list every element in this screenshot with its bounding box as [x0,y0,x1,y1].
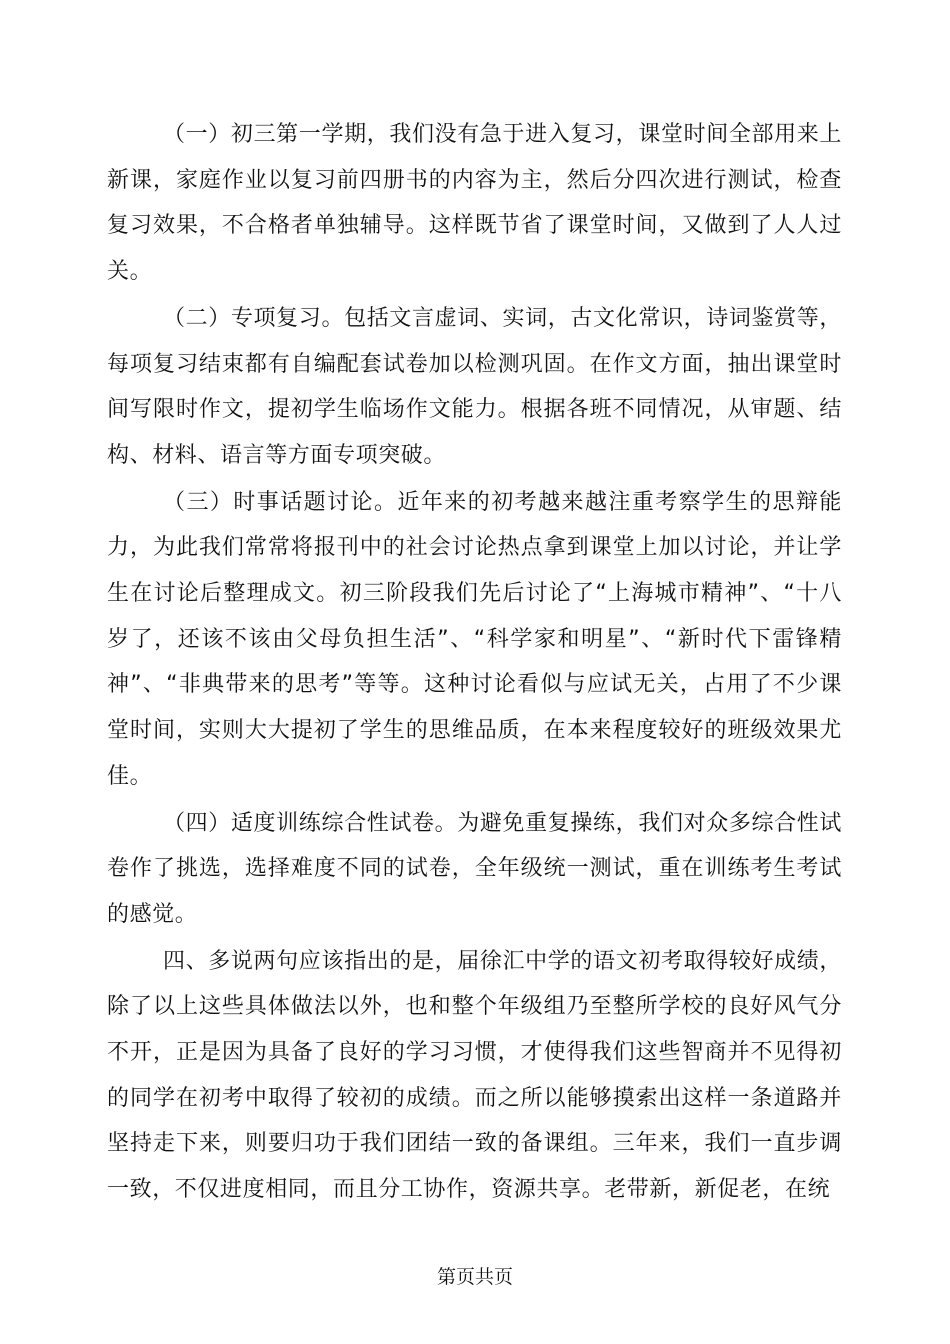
document-body [107,112,842,1214]
paragraph-3: （三）时事话题讨论。近年来的初考越来越注重考察学生的思辩能力，为此我们常常将报刊中的社会讨论热点拿到课堂上加以讨论，并让学生在讨论后整理成文。初三阶段我们先后讨论了“上海城市精神”、“十八岁了，还该不该由父母负担生活”、“科学家和明星”、“新时代下雷锋精神”、“非典带来的思考”等等。这种讨论看似与应试无关，占用了不少课堂时间，实则大大提初了学生的思维品质，在本来程度较好的班级效果尤佳。 [107,489,842,789]
page-footer: 第页共页 [436,1266,513,1288]
paragraph-4: （四）适度训练综合性试卷。为避免重复操练，我们对众多综合性试卷作了挑选，选择难度不同的试卷，全年级统一测试，重在训练考生考试的感觉。 [107,810,842,927]
paragraph-2: （二）专项复习。包括文言虚词、实词，古文化常识，诗词鉴赏等，每项复习结束都有自编配套试卷加以检测巩固。在作文方面，抽出课堂时间写限时作文，提初学生临场作文能力。根据各班不同情况，从审题、结构、材料、语言等方面专项突破。 [107,305,842,468]
paragraph-1: （一）初三第一学期，我们没有急于进入复习，课堂时间全部用来上新课，家庭作业以复习前四册书的内容为主，然后分四次进行测试，检查复习效果，不合格者单独辅导。这样既节省了课堂时间，又做到了人人过关。 [107,122,842,285]
paragraph-5: 四、多说两句应该指出的是，届徐汇中学的语文初考取得较好成绩，除了以上这些具体做法以外，也和整个年级组乃至整所学校的良好风气分不开，正是因为具备了良好的学习习惯，才使得我们这些智商并不见得初的同学在初考中取得了较初的成绩。而之所以能够摸索出这样一条道路并坚持走下来，则要归功于我们团结一致的备课组。三年来，我们一直步调一致，不仅进度相同，而且分工协作，资源共享。老带新，新促老，在统 [107,948,842,1203]
